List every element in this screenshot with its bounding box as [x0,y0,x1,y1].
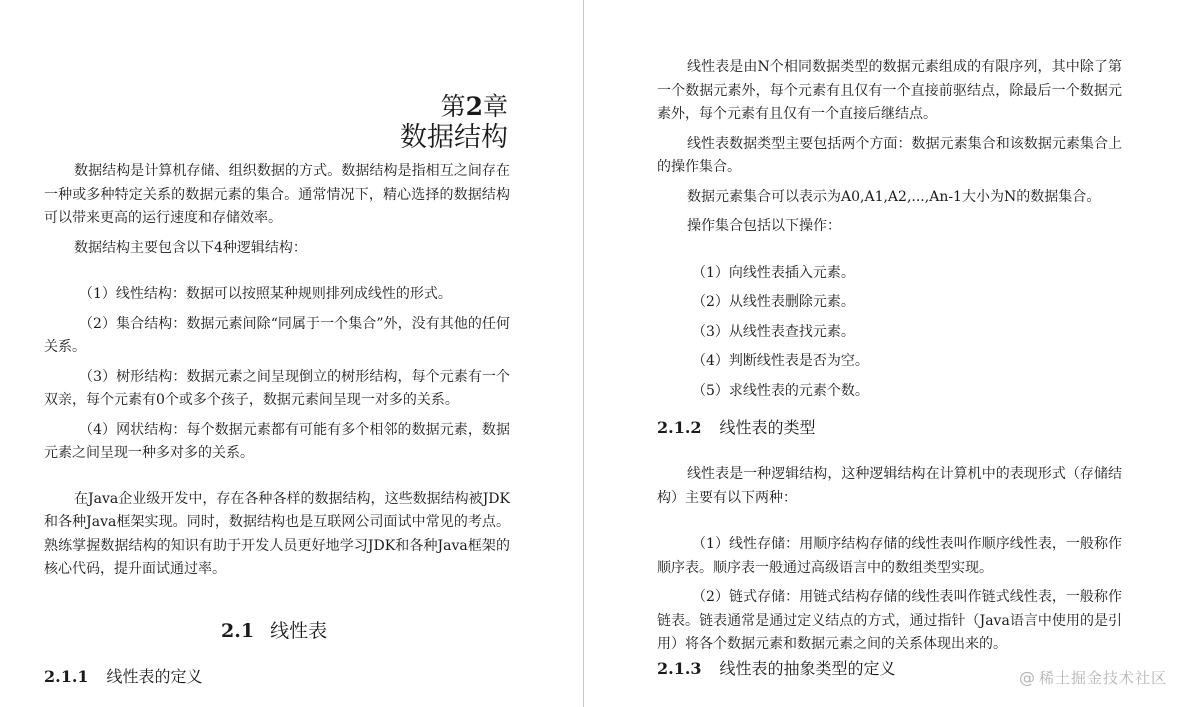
types-intro-paragraph: 线性表是一种逻辑结构，这种逻辑结构在计算机中的表现形式（存储结构）主要有以下两种： [657,466,1122,506]
definition-paragraph: 线性表是由N个相同数据类型的数据元素组成的有限序列，其中除了第一个数据元素外，每个元素有且仅有一个直接前驱结点，除最后一个数据元素外，每个元素有且仅有一个直接后继结点。 [657,59,1122,122]
at-icon: @ [1018,668,1036,687]
right-body-text [657,56,1122,657]
type-aspects-paragraph: 线性表数据类型主要包括两个方面：数据元素集合和该数据元素集合上的操作集合。 [657,135,1122,175]
section-heading-2-1-1: 2.1.1 线性表的定义 [44,667,203,686]
list-item: （1）向线性表插入元素。 [692,264,855,281]
section-heading-2-1-3: 2.1.3 线性表的抽象类型的定义 [657,659,896,678]
java-paragraph: 在Java企业级开发中，存在各种各样的数据结构，这些数据结构被JDK和各种Java框架实现。同时，数据结构也是互联网公司面试中常见的考点。熟练掌握数据结构的知识有助于开发人员更好地学习JDK和各种Java框架的核心代码，提升面试通过率。 [44,490,510,577]
operations-intro: 操作集合包括以下操作： [687,218,841,234]
element-set-paragraph: 数据元素集合可以表示为A0,A1,A2,...,An-1大小为N的数据集合。 [687,188,1101,205]
list-item: （3）树形结构：数据元素之间呈现倒立的树形结构，每个元素有一个双亲，每个元素有0个或多个孩子，数据元素间呈现一对多的关系。 [44,368,510,408]
list-item: （1）线性存储：用顺序结构存储的线性表叫作顺序线性表，一般称作顺序表。顺序表一般通过高级语言中的数组类型实现。 [657,536,1122,576]
list-item: （3）从线性表查找元素。 [692,323,855,340]
list-item: （2）集合结构：数据元素间除“同属于一个集合”外，没有其他的任何关系。 [44,315,510,355]
watermark [1019,667,1167,688]
intro-paragraph: 数据结构是计算机存储、组织数据的方式。数据结构是指相互之间存在一种或多种特定关系的数据元素的集合。通常情况下，精心选择的数据结构可以带来更高的运行速度和存储效率。 [44,163,510,226]
page-divider [583,0,584,707]
right-page [585,0,1187,707]
list-item: （4）判断线性表是否为空。 [692,353,869,369]
list-item: （2）链式存储：用链式结构存储的线性表叫作链式线性表，一般称作链表。链表通常是通过定义结点的方式，通过指针（Java语言中使用的是引用）将各个数据元素和数据元素之间的关系体现出来的。 [657,589,1122,652]
section-heading-2-1-2: 2.1.2 线性表的类型 [657,418,816,437]
left-page [0,0,583,707]
left-body-text [44,160,510,582]
chapter-title: 数据结构 [400,122,508,153]
chapter-number: 第2章 [440,92,508,121]
list-item: （4）网状结构：每个数据元素都有可能有多个相邻的数据元素，数据元素之间呈现一种多对多的关系。 [44,421,510,461]
watermark-text: 稀土掘金技术社区 [1038,669,1167,687]
logical-structures-intro: 数据结构主要包含以下4种逻辑结构： [74,239,307,256]
list-item: （2）从线性表删除元素。 [692,294,855,310]
section-heading-2-1: 2.1 线性表 [221,620,328,642]
list-item: （5）求线性表的元素个数。 [692,382,869,399]
list-item: （1）线性结构：数据可以按照某种规则排列成线性的形式。 [79,286,452,302]
